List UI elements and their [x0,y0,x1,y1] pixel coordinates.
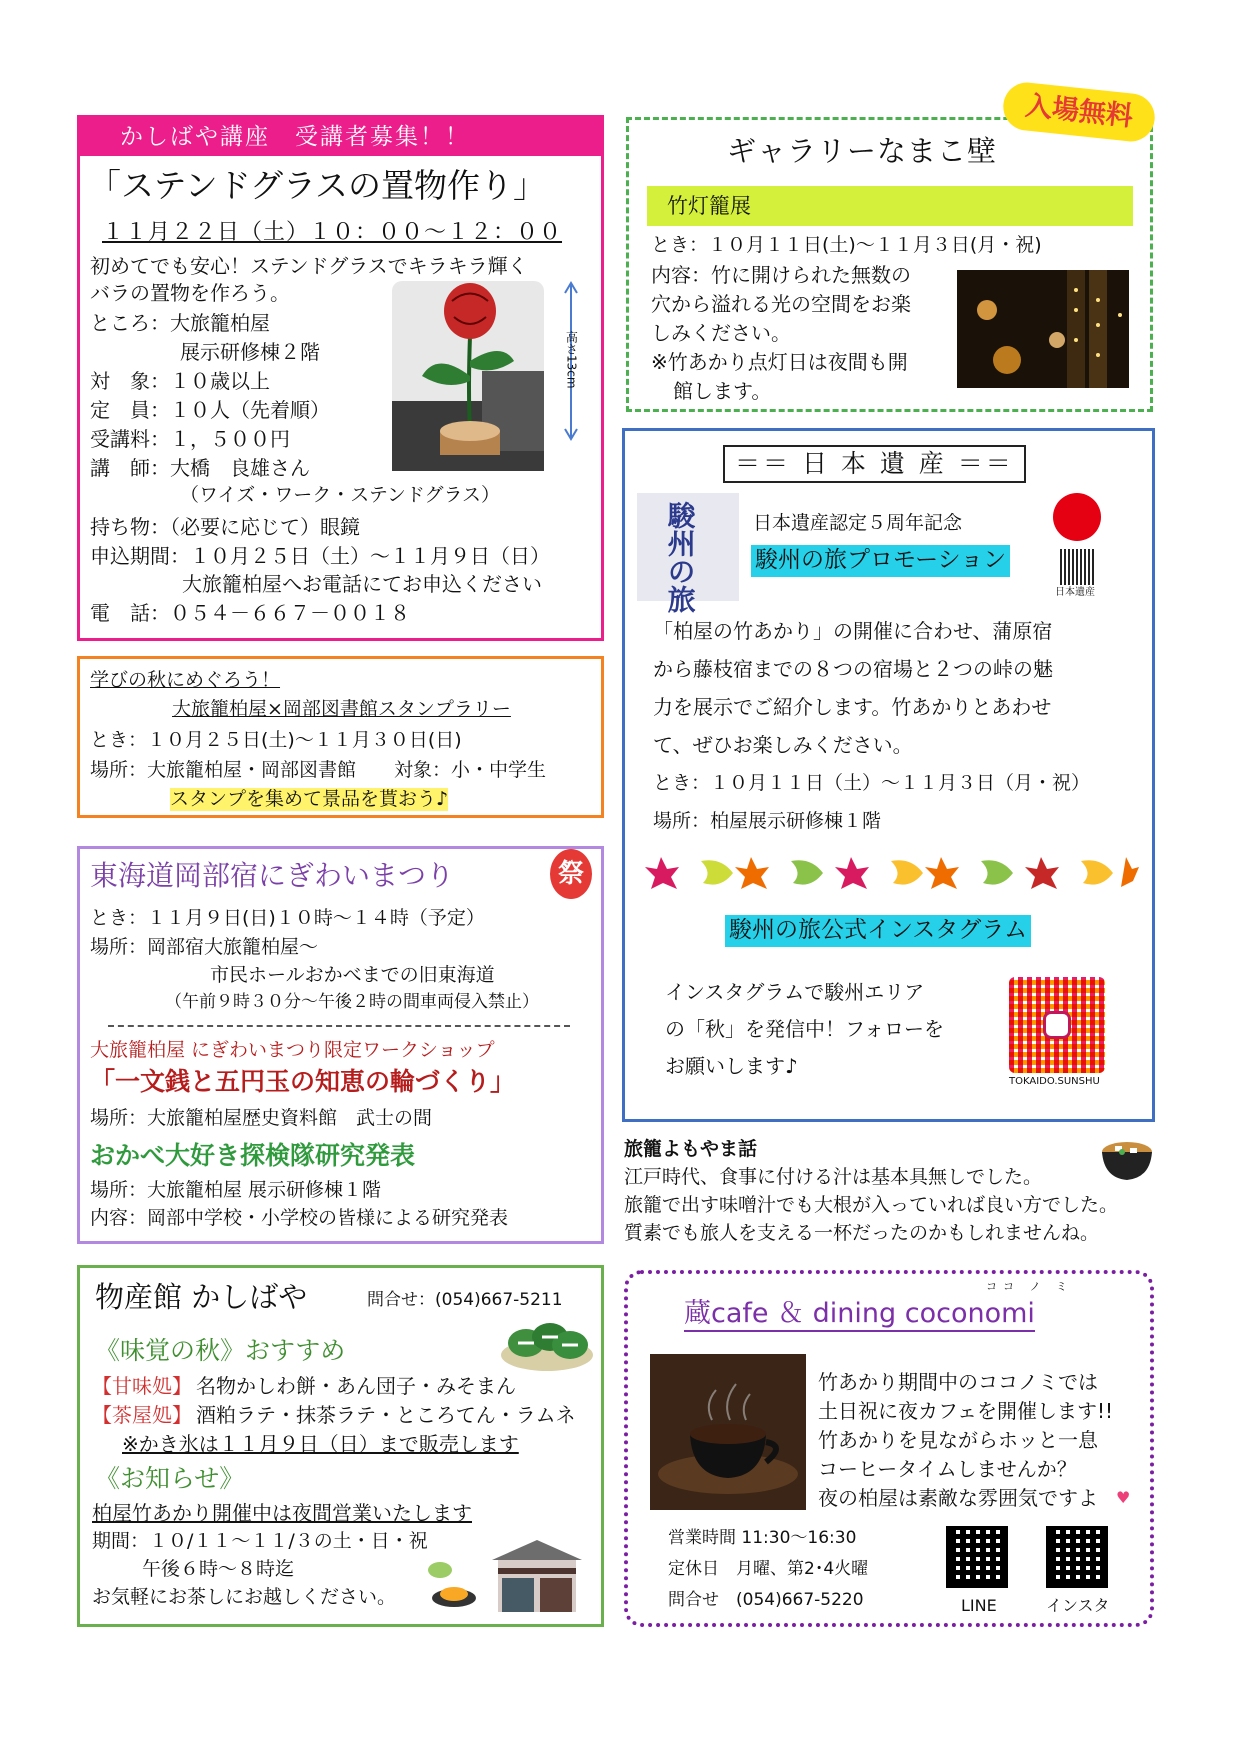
matsuri-place-2: 市民ホールおかべまでの旧東海道 [210,964,495,986]
stamp-line-2: 大旅籠柏屋×岡部図書館スタンプラリー [172,698,511,720]
course-title: 「ステンドグラスの置物作り」 [88,166,547,205]
workshop-heading: 大旅籠柏屋 にぎわいまつり限定ワークショップ [90,1039,495,1061]
coffee-cup-image [650,1354,806,1510]
gallery-content-4: ※竹あかり点灯日は夜間も開 [651,350,908,374]
course-header-text: かしばや講座 受講者募集！！ [120,124,470,150]
course-place-2: 展示研修棟２階 [180,340,320,364]
chaya-items: 酒粕ラテ・抹茶ラテ・ところてん・ラムネ [196,1403,576,1427]
instagram-icon [1043,1011,1071,1039]
cafe-text-1: 竹あかり期間中のココノミでは [818,1370,1098,1394]
course-place-1: ところ：大旅籠柏屋 [90,311,270,335]
matsuri-when: とき：１１月９日(日)１０時〜１４時（予定） [90,907,485,929]
heritage-header: ＝＝ 日 本 遺 産 ＝＝ [723,445,1026,483]
shop-building-image [492,1538,582,1616]
gallery-when: とき：１０月１１日(土)〜１１月３日(月・祝) [651,234,1042,256]
heritage-para-2: から藤枝宿までの８つの宿場と２つの峠の魅 [653,657,1053,681]
recommend-heading: 《味覚の秋》おすすめ [95,1336,346,1365]
research-place: 場所：大旅籠柏屋 展示研修棟１階 [90,1179,382,1201]
cafe-text-3: 竹あかりを見ながらホッと一息 [818,1428,1098,1452]
cafe-title: 蔵cafe ＆ dining coconomi [684,1298,1035,1332]
gallery-subtitle: 竹灯籠展 [667,194,751,218]
matsuri-box [77,846,604,1244]
kashiwa-mochi-image [498,1313,596,1373]
instagram-text-1: インスタグラムで駿州エリア [665,980,925,1004]
yomoyama-line-1: 江戸時代、食事に付ける汁は基本具無しでした。 [624,1166,1043,1188]
instagram-text-2: の「秋」を発信中！フォローを [665,1017,944,1041]
course-fee: 受講料：１，５００円 [90,427,290,451]
matsuri-place-3: （午前９時３０分〜午後２時の間車両侵入禁止） [165,992,539,1012]
cafe-text-5: 夜の柏屋は素敵な雰囲気ですよ [818,1486,1098,1510]
stamp-line-1: 学びの秋にめぐろう！ [90,669,281,691]
course-intro-1: 初めてでも安心！ステンドグラスでキラキラ輝く [90,254,528,278]
cafe-ruby: ココ ノ ミ [986,1280,1073,1293]
japan-heritage-label: 日本遺産 [1055,587,1095,598]
kakigori-note: ※かき氷は１１月９日（日）まで販売します [122,1432,519,1456]
japan-heritage-bars [1060,549,1094,585]
heritage-para-1: 「柏屋の竹あかり」の開催に合わせ、蒲原宿 [653,619,1053,643]
free-entry-badge: 入場無料 [1001,80,1157,144]
shop-contact: 問合せ：(054)667-5211 [367,1290,563,1310]
chaya-tag: 【茶屋処】 [92,1403,192,1427]
matsuri-title: 東海道岡部宿にぎわいまつり [90,859,455,892]
insta-qr-code[interactable] [1046,1526,1108,1588]
cafe-closed: 定休日 月曜、第2･4火曜 [668,1559,869,1579]
stamp-line-3: とき：１０月２５日(土)〜１１月３０日(日) [90,729,462,751]
instagram-qr-label: TOKAIDO.SUNSHU [1009,1076,1100,1087]
welcome-text: お気軽にお茶しにお越しください。 [92,1586,397,1608]
course-bring: 持ち物：（必要に応じて）眼鏡 [90,515,360,539]
workshop-place: 場所：大旅籠柏屋歴史資料館 武士の間 [90,1107,433,1129]
heritage-place: 場所：柏屋展示研修棟１階 [653,810,882,832]
cafe-contact: 問合せ (054)667-5220 [668,1590,864,1610]
sunshu-logo-text: 駿州の旅 [663,501,697,613]
heritage-para-4: て、ぜひお楽しみください。 [653,733,913,757]
bamboo-lantern-image [957,270,1129,388]
course-teacher-org: （ワイズ・ワーク・ステンドグラス） [180,484,500,506]
course-teacher: 講 師：大橋 良雄さん [90,456,310,480]
line-qr-code[interactable] [946,1526,1008,1588]
gallery-content-2: 穴から溢れる光の空間をお楽 [651,292,911,316]
rose-ornament-image [392,281,544,471]
gallery-content-1: 内容：竹に開けられた無数の [651,263,911,287]
autumn-leaves-divider [641,851,1141,895]
heritage-when: とき：１０月１１日（土）〜１１月３日（月・祝） [653,772,1091,794]
workshop-title: 「一文銭と五円玉の知恵の輪づくり」 [90,1067,516,1096]
heritage-box [622,428,1155,1122]
matsuri-divider [108,1025,570,1027]
shop-box [77,1265,604,1627]
stamp-line-4: 場所：大旅籠柏屋・岡部図書館 対象：小・中学生 [90,759,547,781]
course-date: １１月２２日（土）１０：００〜１２：００ [102,220,563,245]
yomoyama-title: 旅籠よもやま話 [624,1138,758,1160]
height-label: 高さ13cm [564,331,579,389]
course-intro-2: バラの置物を作ろう。 [90,281,290,305]
heart-icon: ♥ [1116,1488,1131,1507]
tea-sweets-image [420,1558,478,1610]
cafe-text-4: コーヒータイムしませんか？ [818,1457,1077,1481]
matsuri-lantern-icon: 祭 [550,849,592,899]
instagram-heading: 駿州の旅公式インスタグラム [725,915,1031,947]
course-capacity: 定 員：１０人（先着順） [90,398,330,422]
miso-soup-image [1100,1130,1154,1182]
yomoyama-line-2: 旅籠で出す味噌汁でも大根が入っていれば良い方でした。 [624,1194,1119,1216]
research-title: おかべ大好き探検隊研究発表 [90,1141,416,1170]
yomoyama-line-3: 質素でも旅人を支える一杯だったのかもしれませんね。 [624,1222,1100,1244]
heritage-promo: 駿州の旅プロモーション [751,545,1010,577]
cafe-text-2: 土日祝に夜カフェを開催します!! [818,1399,1114,1423]
heritage-anniversary: 日本遺産認定５周年記念 [753,512,963,534]
kanmi-items: 名物かしわ餅・あん団子・みそまん [196,1374,516,1398]
cafe-hours: 営業時間 11:30〜16:30 [668,1528,857,1548]
gallery-content-5: 館します。 [673,379,772,403]
insta-qr-label: インスタ [1046,1596,1110,1615]
gallery-box [626,117,1153,412]
gallery-content-3: しみください。 [651,321,791,345]
notice-heading: 《お知らせ》 [95,1464,245,1493]
night-notice: 柏屋竹あかり開催中は夜間営業いたします [92,1501,472,1525]
heritage-para-3: 力を展示でご紹介します。竹あかりとあわせ [653,695,1052,719]
japan-heritage-logo [1053,493,1101,541]
course-apply-2: 大旅籠柏屋へお電話にてお申込ください [182,572,542,596]
gallery-title: ギャラリーなまこ壁 [727,134,998,168]
kashibaya-course-box [77,115,604,641]
stamp-rally-box [77,656,604,818]
line-qr-label: LINE [961,1596,997,1615]
course-target: 対 象：１０歳以上 [90,369,270,393]
period-2: 午後６時〜８時迄 [142,1558,295,1580]
period-1: 期間：１０/１１〜１１/３の土・日・祝 [92,1530,428,1552]
matsuri-place-1: 場所：岡部宿大旅籠柏屋〜 [90,936,319,958]
research-content: 内容：岡部中学校・小学校の皆様による研究発表 [90,1207,509,1229]
shop-title: 物産館 かしばや [95,1280,308,1314]
instagram-text-3: お願いします♪ [665,1054,798,1078]
course-apply-1: 申込期間：１０月２５日（土）〜１１月９日（日） [90,544,550,568]
kanmi-tag: 【甘味処】 [92,1374,192,1398]
cafe-box [624,1270,1154,1627]
stamp-line-5: スタンプを集めて景品を貰おう♪ [170,788,449,810]
course-tel: 電 話：０５４－６６７－００１８ [90,601,410,625]
